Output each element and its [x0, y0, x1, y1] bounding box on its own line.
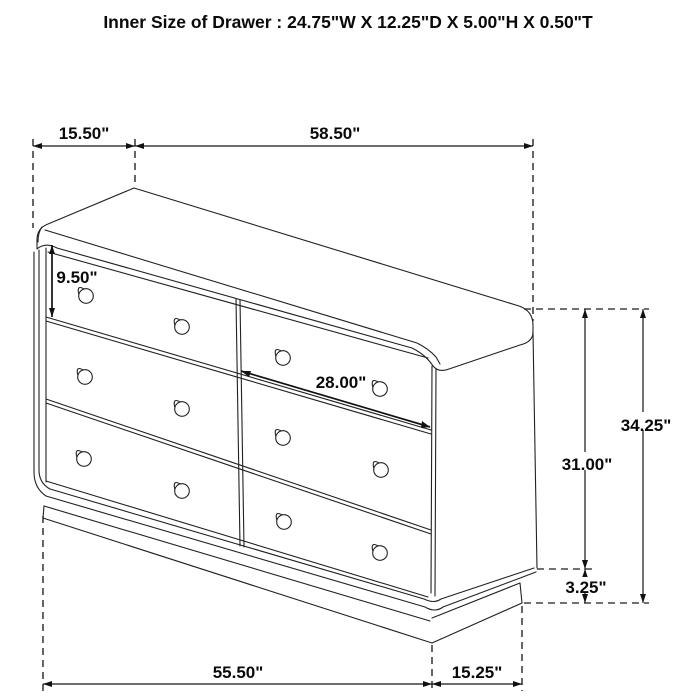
knob-icon [174, 482, 189, 498]
page-title: Inner Size of Drawer : 24.75"W X 12.25"D X 5.00"H X 0.50"T [103, 12, 593, 32]
knob-icon [174, 400, 189, 416]
dim-label-bottom-width: 55.50" [212, 663, 264, 682]
dim-label-case-height: 31.00" [561, 455, 613, 474]
dim-label-bottom-depth: 15.25" [451, 663, 503, 682]
knob-icon [372, 544, 387, 560]
dim-label-drawer-width: 28.00" [315, 373, 367, 392]
dim-label-base-height: 3.25" [565, 578, 607, 597]
dim-label-drawer-height: 9.50" [56, 268, 98, 287]
knob-icon [78, 287, 93, 303]
dresser-right-panel-edge [533, 332, 537, 568]
knob-icon [372, 380, 387, 396]
knob-icon [275, 349, 290, 365]
dim-label-top-width: 58.50" [309, 124, 361, 143]
knob-icon [77, 368, 92, 384]
dim-label-overall-height: 34.25" [620, 416, 672, 435]
knob-icon [275, 429, 290, 445]
dresser-top-slab [37, 188, 533, 370]
knob-icon [276, 513, 291, 529]
dim-label-top-depth: 15.50" [58, 124, 110, 143]
knob-icon [76, 450, 91, 466]
dresser-drawing [34, 188, 537, 643]
knob-icon [373, 461, 388, 477]
knob-icon [174, 318, 189, 334]
dresser-base [43, 506, 522, 643]
